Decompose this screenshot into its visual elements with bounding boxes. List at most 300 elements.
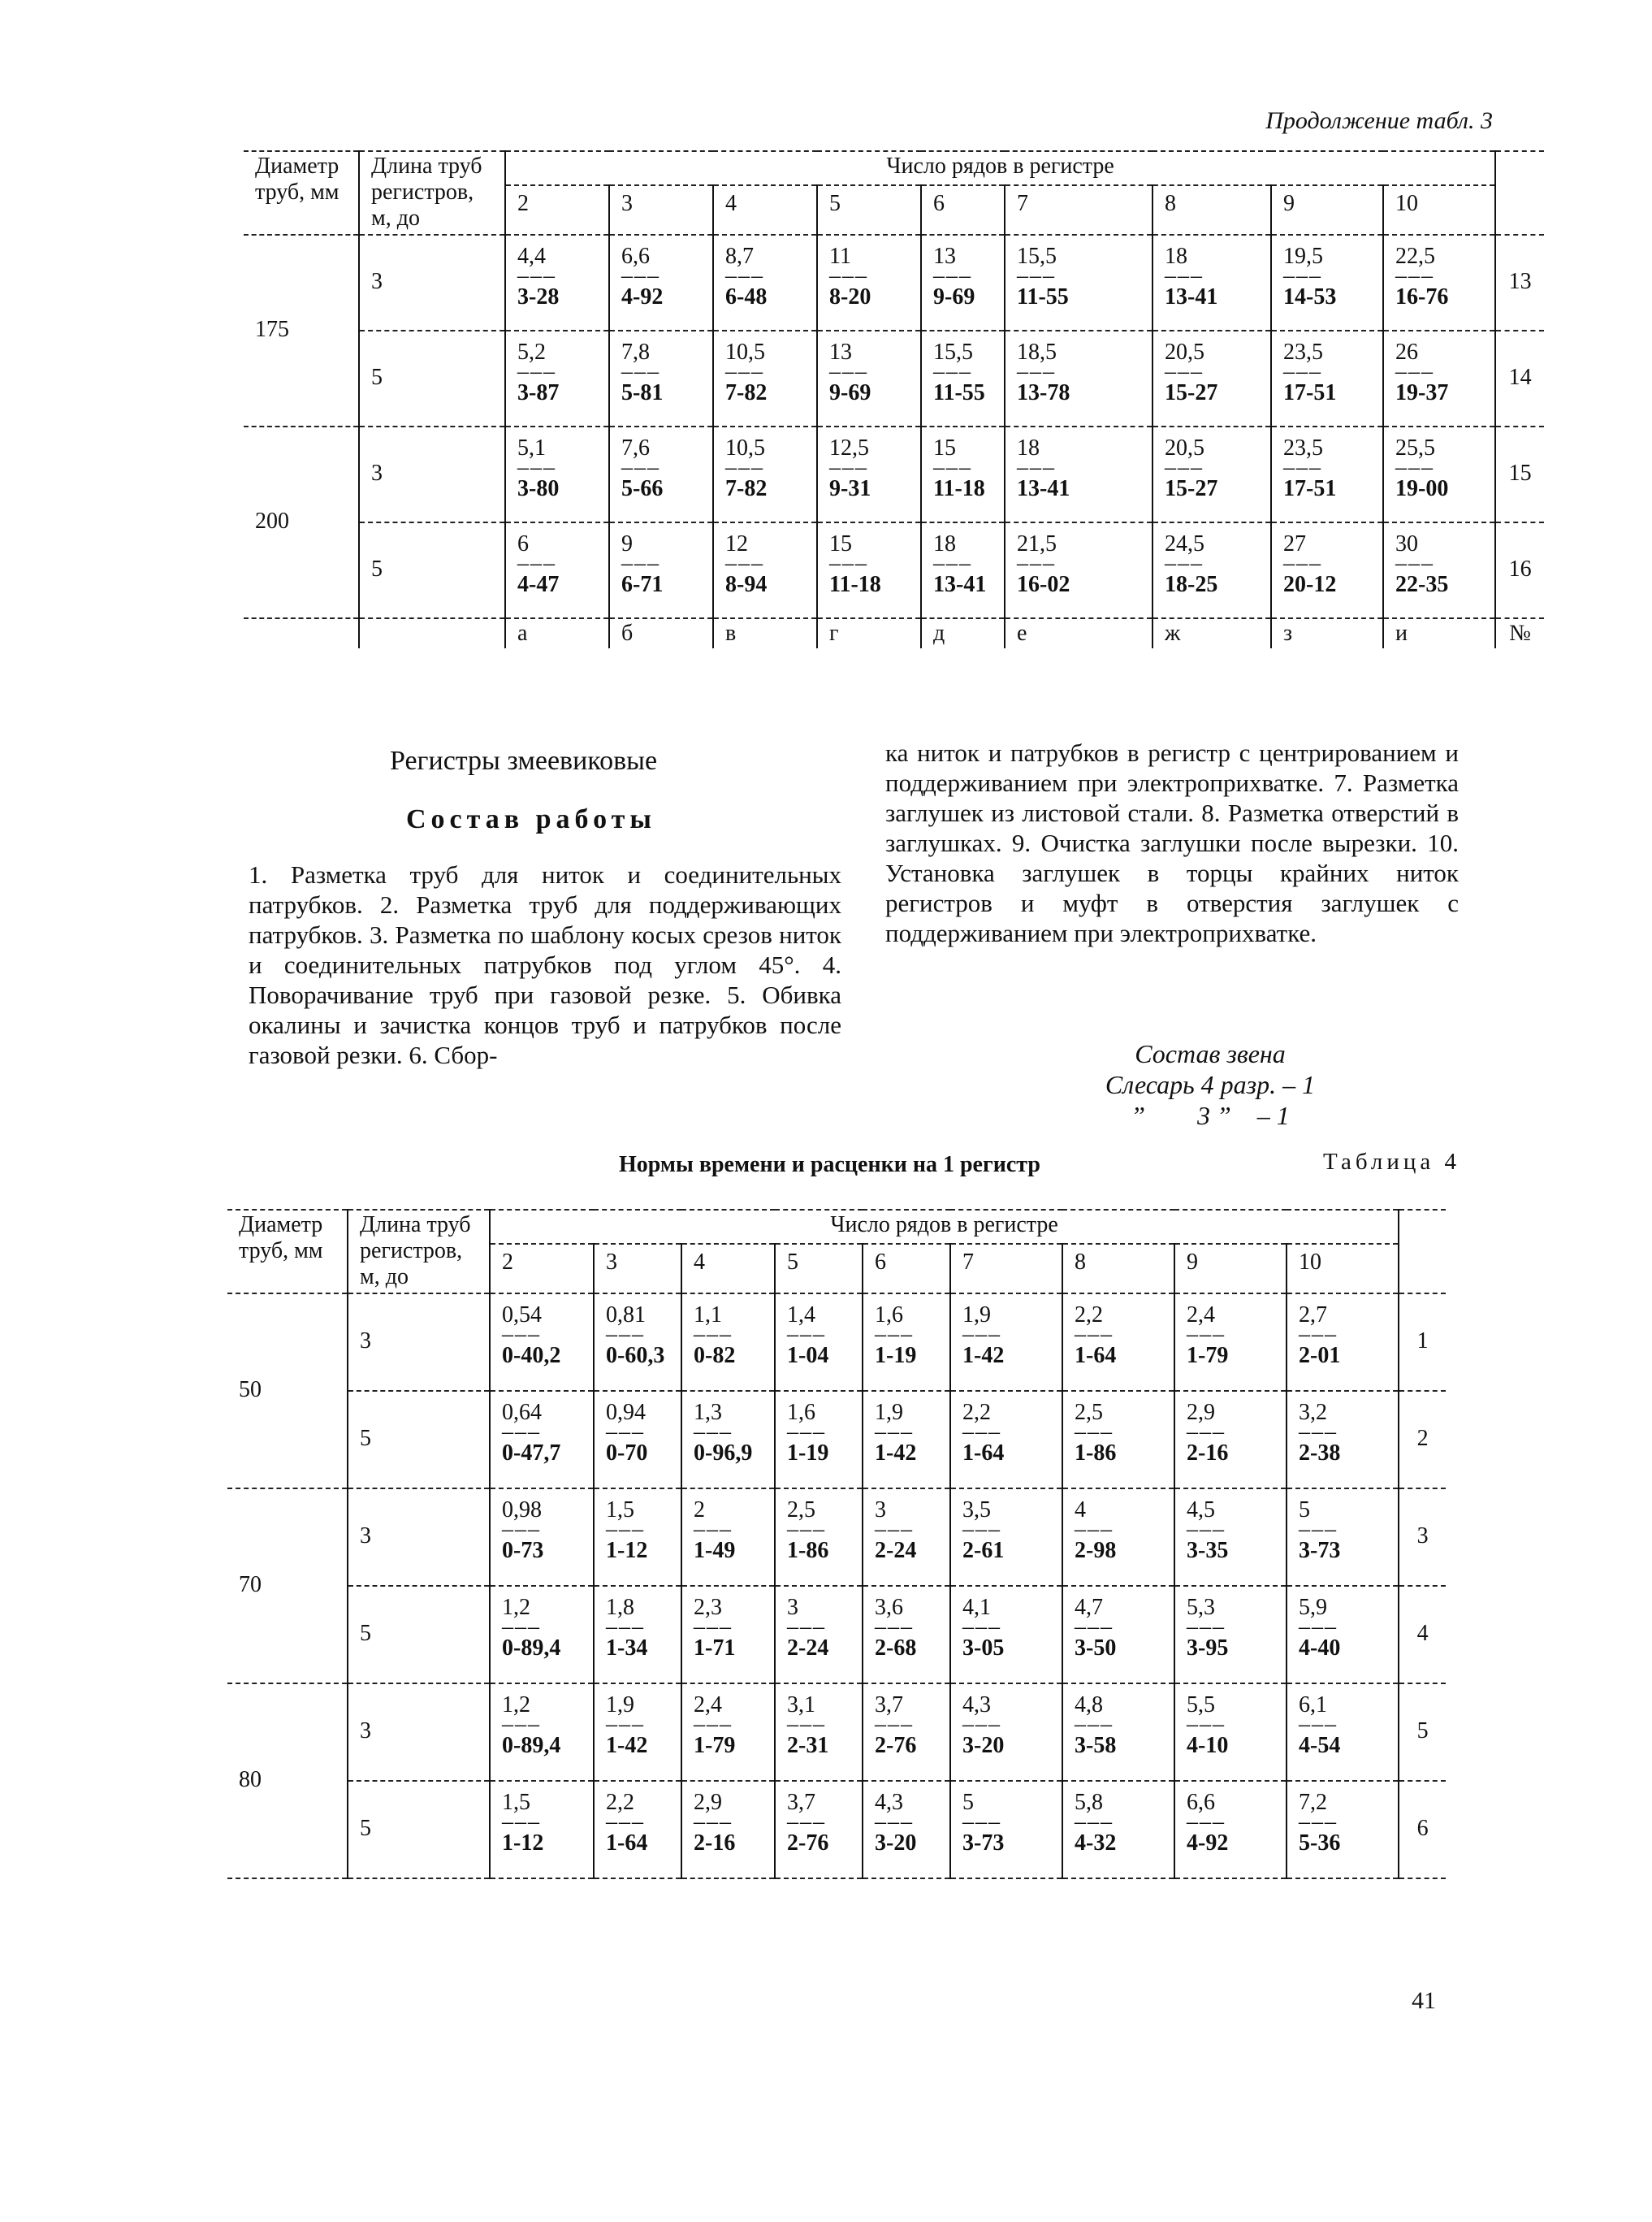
time-norm: 18 — [1165, 243, 1187, 269]
time-norm: 2,3 — [694, 1594, 722, 1620]
time-norm: 0,64 — [502, 1399, 542, 1425]
norm-cell — [775, 1488, 863, 1586]
length-cell: 5 — [359, 522, 505, 618]
time-norm: 1,8 — [606, 1594, 634, 1620]
length-cell: 3 — [359, 427, 505, 522]
time-norm: 23,5 — [1283, 435, 1323, 461]
fraction-line: ––– — [1187, 1516, 1226, 1542]
norm-cell — [1062, 1488, 1174, 1586]
norm-cell — [950, 1683, 1062, 1781]
fraction-line: ––– — [725, 358, 764, 384]
fraction-line: ––– — [1395, 550, 1434, 576]
fraction-line: ––– — [621, 262, 660, 288]
table-row — [244, 235, 1544, 331]
norm-cell — [817, 331, 921, 427]
norm-cell — [1174, 1586, 1287, 1683]
header-column-number: 4 — [681, 1244, 775, 1293]
fraction-line: ––– — [933, 358, 972, 384]
fraction-line: ––– — [517, 550, 556, 576]
rate-value: 4-40 — [1299, 1635, 1341, 1661]
fraction-line: ––– — [1075, 1419, 1114, 1445]
rate-value: 1-12 — [606, 1537, 648, 1563]
norm-cell — [1062, 1781, 1174, 1878]
length-cell: 5 — [359, 331, 505, 427]
rate-value: 4-92 — [1187, 1830, 1229, 1856]
norm-cell — [1062, 1391, 1174, 1488]
work-text-right: ка ниток и патрубков в регистр с центрированием и поддерживанием при электроприхватке. 7. Разметка заглушек из листовой стали. 8. Разметка отверстий в заглушках. 9. Очистка заглушки после вырезки. 10. Установка заглушек в торцы крайних ниток регистров и муфт в отверстия заглушек с поддерживанием при электроприхватке. — [885, 739, 1459, 947]
diameter-cell: 200 — [244, 427, 359, 618]
time-norm: 1,3 — [694, 1399, 722, 1425]
fraction-line: ––– — [1299, 1321, 1338, 1347]
time-norm: 12 — [725, 531, 748, 557]
rate-value: 0-89,4 — [502, 1732, 561, 1758]
norm-cell — [863, 1391, 950, 1488]
rate-value: 17-51 — [1283, 379, 1337, 405]
fraction-line: ––– — [875, 1711, 914, 1737]
table-row — [244, 427, 1544, 522]
norm-cell — [863, 1293, 950, 1391]
rate-value: 3-73 — [1299, 1537, 1341, 1563]
time-norm: 23,5 — [1283, 339, 1323, 365]
rate-value: 9-69 — [829, 379, 871, 405]
rate-value: 4-32 — [1075, 1830, 1117, 1856]
header-column-number: 9 — [1174, 1244, 1287, 1293]
fraction-line: ––– — [787, 1808, 826, 1834]
norm-cell — [1271, 331, 1383, 427]
footer-blank — [1287, 1878, 1399, 1882]
header-no-blank — [1399, 1210, 1446, 1293]
time-norm: 3 — [875, 1496, 886, 1522]
rate-value: 11-55 — [933, 379, 985, 405]
row-number: 2 — [1399, 1391, 1446, 1488]
header-diameter: Диаметр труб, мм — [244, 151, 359, 235]
rate-value: 2-76 — [787, 1830, 829, 1856]
time-norm: 4 — [1075, 1496, 1086, 1522]
length-cell: 5 — [348, 1781, 490, 1878]
norm-cell — [681, 1293, 775, 1391]
time-norm: 2,2 — [1075, 1302, 1103, 1328]
time-norm: 7,6 — [621, 435, 650, 461]
norm-cell — [950, 1293, 1062, 1391]
table-row — [227, 1781, 1446, 1878]
time-norm: 2,7 — [1299, 1302, 1327, 1328]
fraction-line: ––– — [502, 1711, 541, 1737]
fraction-line: ––– — [1283, 262, 1322, 288]
norm-cell — [609, 427, 713, 522]
fraction-line: ––– — [1395, 454, 1434, 480]
fraction-line: ––– — [875, 1613, 914, 1639]
time-norm: 20,5 — [1165, 339, 1204, 365]
norm-cell — [921, 235, 1005, 331]
rate-value: 3-05 — [962, 1635, 1005, 1661]
time-norm: 30 — [1395, 531, 1418, 557]
norm-cell — [609, 331, 713, 427]
section-title: Регистры змеевиковые — [390, 746, 658, 776]
rate-value: 9-31 — [829, 475, 871, 501]
norm-cell — [775, 1781, 863, 1878]
table-4-caption: Нормы времени и расценки на 1 регистр — [619, 1152, 1040, 1177]
rate-value: 1-64 — [1075, 1342, 1117, 1368]
time-norm: 18,5 — [1017, 339, 1057, 365]
norm-cell — [1153, 427, 1271, 522]
footer-blank — [490, 1878, 594, 1882]
rate-value: 5-66 — [621, 475, 664, 501]
norm-cell — [490, 1586, 594, 1683]
fraction-line: ––– — [1299, 1419, 1338, 1445]
rate-value: 1-64 — [606, 1830, 648, 1856]
fraction-line: ––– — [1075, 1613, 1114, 1639]
rate-value: 13-41 — [1017, 475, 1070, 501]
rate-value: 4-92 — [621, 284, 664, 310]
rate-value: 1-04 — [787, 1342, 829, 1368]
header-column-number: 5 — [775, 1244, 863, 1293]
rate-value: 3-50 — [1075, 1635, 1117, 1661]
rate-value: 8-20 — [829, 284, 871, 310]
fraction-line: ––– — [517, 358, 556, 384]
norm-cell — [681, 1586, 775, 1683]
time-norm: 24,5 — [1165, 531, 1204, 557]
fraction-line: ––– — [502, 1419, 541, 1445]
header-column-number: 3 — [609, 185, 713, 234]
rate-value: 1-49 — [694, 1537, 736, 1563]
time-norm: 10,5 — [725, 339, 765, 365]
time-norm: 0,54 — [502, 1302, 542, 1328]
norm-cell — [490, 1781, 594, 1878]
norm-cell — [594, 1391, 681, 1488]
time-norm: 6,6 — [621, 243, 650, 269]
rate-value: 20-12 — [1283, 571, 1337, 597]
time-norm: 4,4 — [517, 243, 546, 269]
footer-blank — [359, 618, 505, 648]
time-norm: 4,7 — [1075, 1594, 1103, 1620]
fraction-line: ––– — [1017, 262, 1056, 288]
norm-cell — [1005, 331, 1153, 427]
time-norm: 6,6 — [1187, 1789, 1215, 1815]
header-rows-count: Число рядов в регистре — [490, 1210, 1399, 1244]
norm-cell — [713, 427, 817, 522]
rate-value: 3-20 — [875, 1830, 917, 1856]
rate-value: 4-54 — [1299, 1732, 1341, 1758]
fraction-line: ––– — [875, 1516, 914, 1542]
rate-value: 4-10 — [1187, 1732, 1229, 1758]
time-norm: 5,8 — [1075, 1789, 1103, 1815]
norm-cell — [775, 1391, 863, 1488]
time-norm: 13 — [829, 339, 852, 365]
norm-cell — [609, 522, 713, 618]
fraction-line: ––– — [875, 1808, 914, 1834]
rate-value: 22-35 — [1395, 571, 1449, 597]
norm-cell — [681, 1488, 775, 1586]
norm-cell — [775, 1683, 863, 1781]
time-norm: 13 — [933, 243, 956, 269]
table-row — [244, 331, 1544, 427]
time-norm: 1,5 — [502, 1789, 530, 1815]
rate-value: 1-19 — [875, 1342, 917, 1368]
norm-cell — [1062, 1683, 1174, 1781]
rate-value: 2-16 — [1187, 1440, 1229, 1466]
time-norm: 5,9 — [1299, 1594, 1327, 1620]
rate-value: 0-89,4 — [502, 1635, 561, 1661]
header-column-number: 10 — [1383, 185, 1495, 234]
time-norm: 1,1 — [694, 1302, 722, 1328]
table-row — [227, 1488, 1446, 1586]
fraction-line: ––– — [517, 454, 556, 480]
rate-value: 1-86 — [787, 1537, 829, 1563]
norm-cell — [681, 1683, 775, 1781]
norm-cell — [863, 1683, 950, 1781]
fraction-line: ––– — [621, 550, 660, 576]
time-norm: 4,1 — [962, 1594, 991, 1620]
fraction-line: ––– — [606, 1419, 645, 1445]
time-norm: 3,1 — [787, 1691, 815, 1717]
fraction-line: ––– — [1017, 550, 1056, 576]
fraction-line: ––– — [875, 1321, 914, 1347]
fraction-line: ––– — [1187, 1711, 1226, 1737]
rate-value: 4-47 — [517, 571, 560, 597]
rate-value: 0-40,2 — [502, 1342, 561, 1368]
rate-value: 1-64 — [962, 1440, 1005, 1466]
rate-value: 2-24 — [875, 1537, 917, 1563]
rate-value: 1-79 — [1187, 1342, 1229, 1368]
norm-cell — [1383, 331, 1495, 427]
row-number: 14 — [1495, 331, 1544, 427]
norm-cell — [1174, 1683, 1287, 1781]
table-row — [227, 1683, 1446, 1781]
norm-cell — [505, 235, 609, 331]
row-number: 6 — [1399, 1781, 1446, 1878]
norm-cell — [1062, 1586, 1174, 1683]
fraction-line: ––– — [502, 1613, 541, 1639]
time-norm: 15 — [829, 531, 852, 557]
norm-cell — [1287, 1586, 1399, 1683]
time-norm: 8,7 — [725, 243, 754, 269]
time-norm: 18 — [933, 531, 956, 557]
fraction-line: ––– — [787, 1711, 826, 1737]
rate-value: 5-81 — [621, 379, 664, 405]
rate-value: 2-76 — [875, 1732, 917, 1758]
norm-cell — [490, 1488, 594, 1586]
rate-value: 3-35 — [1187, 1537, 1229, 1563]
crew-block — [1048, 1038, 1373, 1131]
fraction-line: ––– — [1395, 262, 1434, 288]
column-letter: д — [921, 618, 1005, 648]
norm-cell — [490, 1293, 594, 1391]
fraction-line: ––– — [1187, 1321, 1226, 1347]
rate-value: 18-25 — [1165, 571, 1218, 597]
time-norm: 15,5 — [1017, 243, 1057, 269]
norm-cell — [1287, 1683, 1399, 1781]
header-length: Длина труб регистров, м, до — [348, 1210, 490, 1293]
norm-cell — [681, 1391, 775, 1488]
norm-cell — [1174, 1781, 1287, 1878]
time-norm: 7,8 — [621, 339, 650, 365]
fraction-line: ––– — [502, 1321, 541, 1347]
fraction-line: ––– — [1299, 1808, 1338, 1834]
time-norm: 22,5 — [1395, 243, 1435, 269]
fraction-line: ––– — [1165, 454, 1204, 480]
fraction-line: ––– — [517, 262, 556, 288]
length-cell: 3 — [348, 1293, 490, 1391]
rate-value: 5-36 — [1299, 1830, 1341, 1856]
header-length: Длина труб регистров, м, до — [359, 151, 505, 235]
time-norm: 11 — [829, 243, 851, 269]
rate-value: 1-86 — [1075, 1440, 1117, 1466]
norm-cell — [490, 1391, 594, 1488]
header-column-number: 7 — [1005, 185, 1153, 234]
column-letter: г — [817, 618, 921, 648]
header-column-number: 9 — [1271, 185, 1383, 234]
norm-cell — [1287, 1391, 1399, 1488]
norm-cell — [1271, 522, 1383, 618]
diameter-cell: 70 — [227, 1488, 348, 1683]
row-number: 5 — [1399, 1683, 1446, 1781]
time-norm: 4,5 — [1187, 1496, 1215, 1522]
fraction-line: ––– — [621, 358, 660, 384]
footer-blank — [863, 1878, 950, 1882]
diameter-cell: 175 — [244, 235, 359, 427]
fraction-line: ––– — [725, 550, 764, 576]
time-norm: 26 — [1395, 339, 1418, 365]
time-norm: 5 — [1299, 1496, 1310, 1522]
rate-value: 13-41 — [933, 571, 987, 597]
row-number: 13 — [1495, 235, 1544, 331]
fraction-line: ––– — [1075, 1321, 1114, 1347]
norm-cell — [863, 1586, 950, 1683]
norm-cell — [594, 1781, 681, 1878]
time-norm: 4,3 — [962, 1691, 991, 1717]
time-norm: 18 — [1017, 435, 1040, 461]
norm-cell — [817, 235, 921, 331]
norm-cell — [950, 1586, 1062, 1683]
norm-cell — [1287, 1488, 1399, 1586]
norm-cell — [921, 522, 1005, 618]
time-norm: 25,5 — [1395, 435, 1435, 461]
header-column-number: 7 — [950, 1244, 1062, 1293]
time-norm: 5,1 — [517, 435, 546, 461]
rate-value: 1-19 — [787, 1440, 829, 1466]
row-number: 16 — [1495, 522, 1544, 618]
fraction-line: ––– — [829, 262, 868, 288]
fraction-line: ––– — [606, 1613, 645, 1639]
row-number: 4 — [1399, 1586, 1446, 1683]
header-column-number: 2 — [505, 185, 609, 234]
table-row — [244, 522, 1544, 618]
rate-value: 9-69 — [933, 284, 975, 310]
fraction-line: ––– — [962, 1516, 1001, 1542]
norm-cell — [1383, 427, 1495, 522]
norm-cell — [1005, 522, 1153, 618]
footer-blank — [244, 618, 359, 648]
fraction-line: ––– — [787, 1321, 826, 1347]
norm-cell — [817, 522, 921, 618]
rate-value: 2-68 — [875, 1635, 917, 1661]
fraction-line: ––– — [829, 358, 868, 384]
norm-cell — [1383, 235, 1495, 331]
fraction-line: ––– — [1283, 454, 1322, 480]
row-number: 1 — [1399, 1293, 1446, 1391]
fraction-line: ––– — [694, 1321, 733, 1347]
rate-value: 11-18 — [933, 475, 985, 501]
time-norm: 0,81 — [606, 1302, 646, 1328]
fraction-line: ––– — [606, 1711, 645, 1737]
footer-blank — [1399, 1878, 1446, 1882]
column-letter: в — [713, 618, 817, 648]
rate-value: 7-82 — [725, 379, 768, 405]
column-letter: б — [609, 618, 713, 648]
footer-blank — [594, 1878, 681, 1882]
fraction-line: ––– — [694, 1808, 733, 1834]
row-number: 15 — [1495, 427, 1544, 522]
fraction-line: ––– — [606, 1321, 645, 1347]
fraction-line: ––– — [962, 1419, 1001, 1445]
rate-value: 14-53 — [1283, 284, 1337, 310]
fraction-line: ––– — [725, 454, 764, 480]
rate-value: 8-94 — [725, 571, 768, 597]
time-norm: 2 — [694, 1496, 705, 1522]
rate-value: 11-18 — [829, 571, 881, 597]
time-norm: 3 — [787, 1594, 798, 1620]
norm-cell — [505, 331, 609, 427]
norm-cell — [594, 1293, 681, 1391]
table-row — [227, 1586, 1446, 1683]
time-norm: 1,6 — [875, 1302, 903, 1328]
time-norm: 1,4 — [787, 1302, 815, 1328]
norm-cell — [1271, 427, 1383, 522]
header-rows-count: Число рядов в регистре — [505, 151, 1495, 185]
time-norm: 1,9 — [606, 1691, 634, 1717]
norm-cell — [950, 1781, 1062, 1878]
rate-value: 0-73 — [502, 1537, 544, 1563]
norm-cell — [1174, 1488, 1287, 1586]
section-subtitle: Состав работы — [406, 804, 656, 834]
fraction-line: ––– — [1075, 1516, 1114, 1542]
time-norm: 1,9 — [875, 1399, 903, 1425]
footer-blank — [227, 1878, 348, 1882]
column-letter: ж — [1153, 618, 1271, 648]
fraction-line: ––– — [1299, 1711, 1338, 1737]
rate-value: 11-55 — [1017, 284, 1069, 310]
norm-cell — [609, 235, 713, 331]
norm-cell — [1174, 1293, 1287, 1391]
fraction-line: ––– — [962, 1808, 1001, 1834]
rate-value: 1-12 — [502, 1830, 544, 1856]
rate-value: 15-27 — [1165, 475, 1218, 501]
norm-cell — [863, 1781, 950, 1878]
rate-value: 3-87 — [517, 379, 560, 405]
rate-value: 3-80 — [517, 475, 560, 501]
norm-cell — [505, 522, 609, 618]
fraction-line: ––– — [606, 1516, 645, 1542]
diameter-cell: 80 — [227, 1683, 348, 1878]
rate-value: 1-71 — [694, 1635, 736, 1661]
fraction-line: ––– — [725, 262, 764, 288]
time-norm: 1,6 — [787, 1399, 815, 1425]
fraction-line: ––– — [694, 1711, 733, 1737]
fraction-line: ––– — [1017, 358, 1056, 384]
time-norm: 3,2 — [1299, 1399, 1327, 1425]
fraction-line: ––– — [933, 454, 972, 480]
norm-cell — [1174, 1391, 1287, 1488]
time-norm: 15,5 — [933, 339, 973, 365]
rate-value: 2-01 — [1299, 1342, 1341, 1368]
time-norm: 2,9 — [1187, 1399, 1215, 1425]
column-letter: а — [505, 618, 609, 648]
rate-value: 2-16 — [694, 1830, 736, 1856]
column-letter: з — [1271, 618, 1383, 648]
time-norm: 3,7 — [875, 1691, 903, 1717]
time-norm: 0,98 — [502, 1496, 542, 1522]
table-4-number: Таблица 4 — [1322, 1149, 1460, 1175]
